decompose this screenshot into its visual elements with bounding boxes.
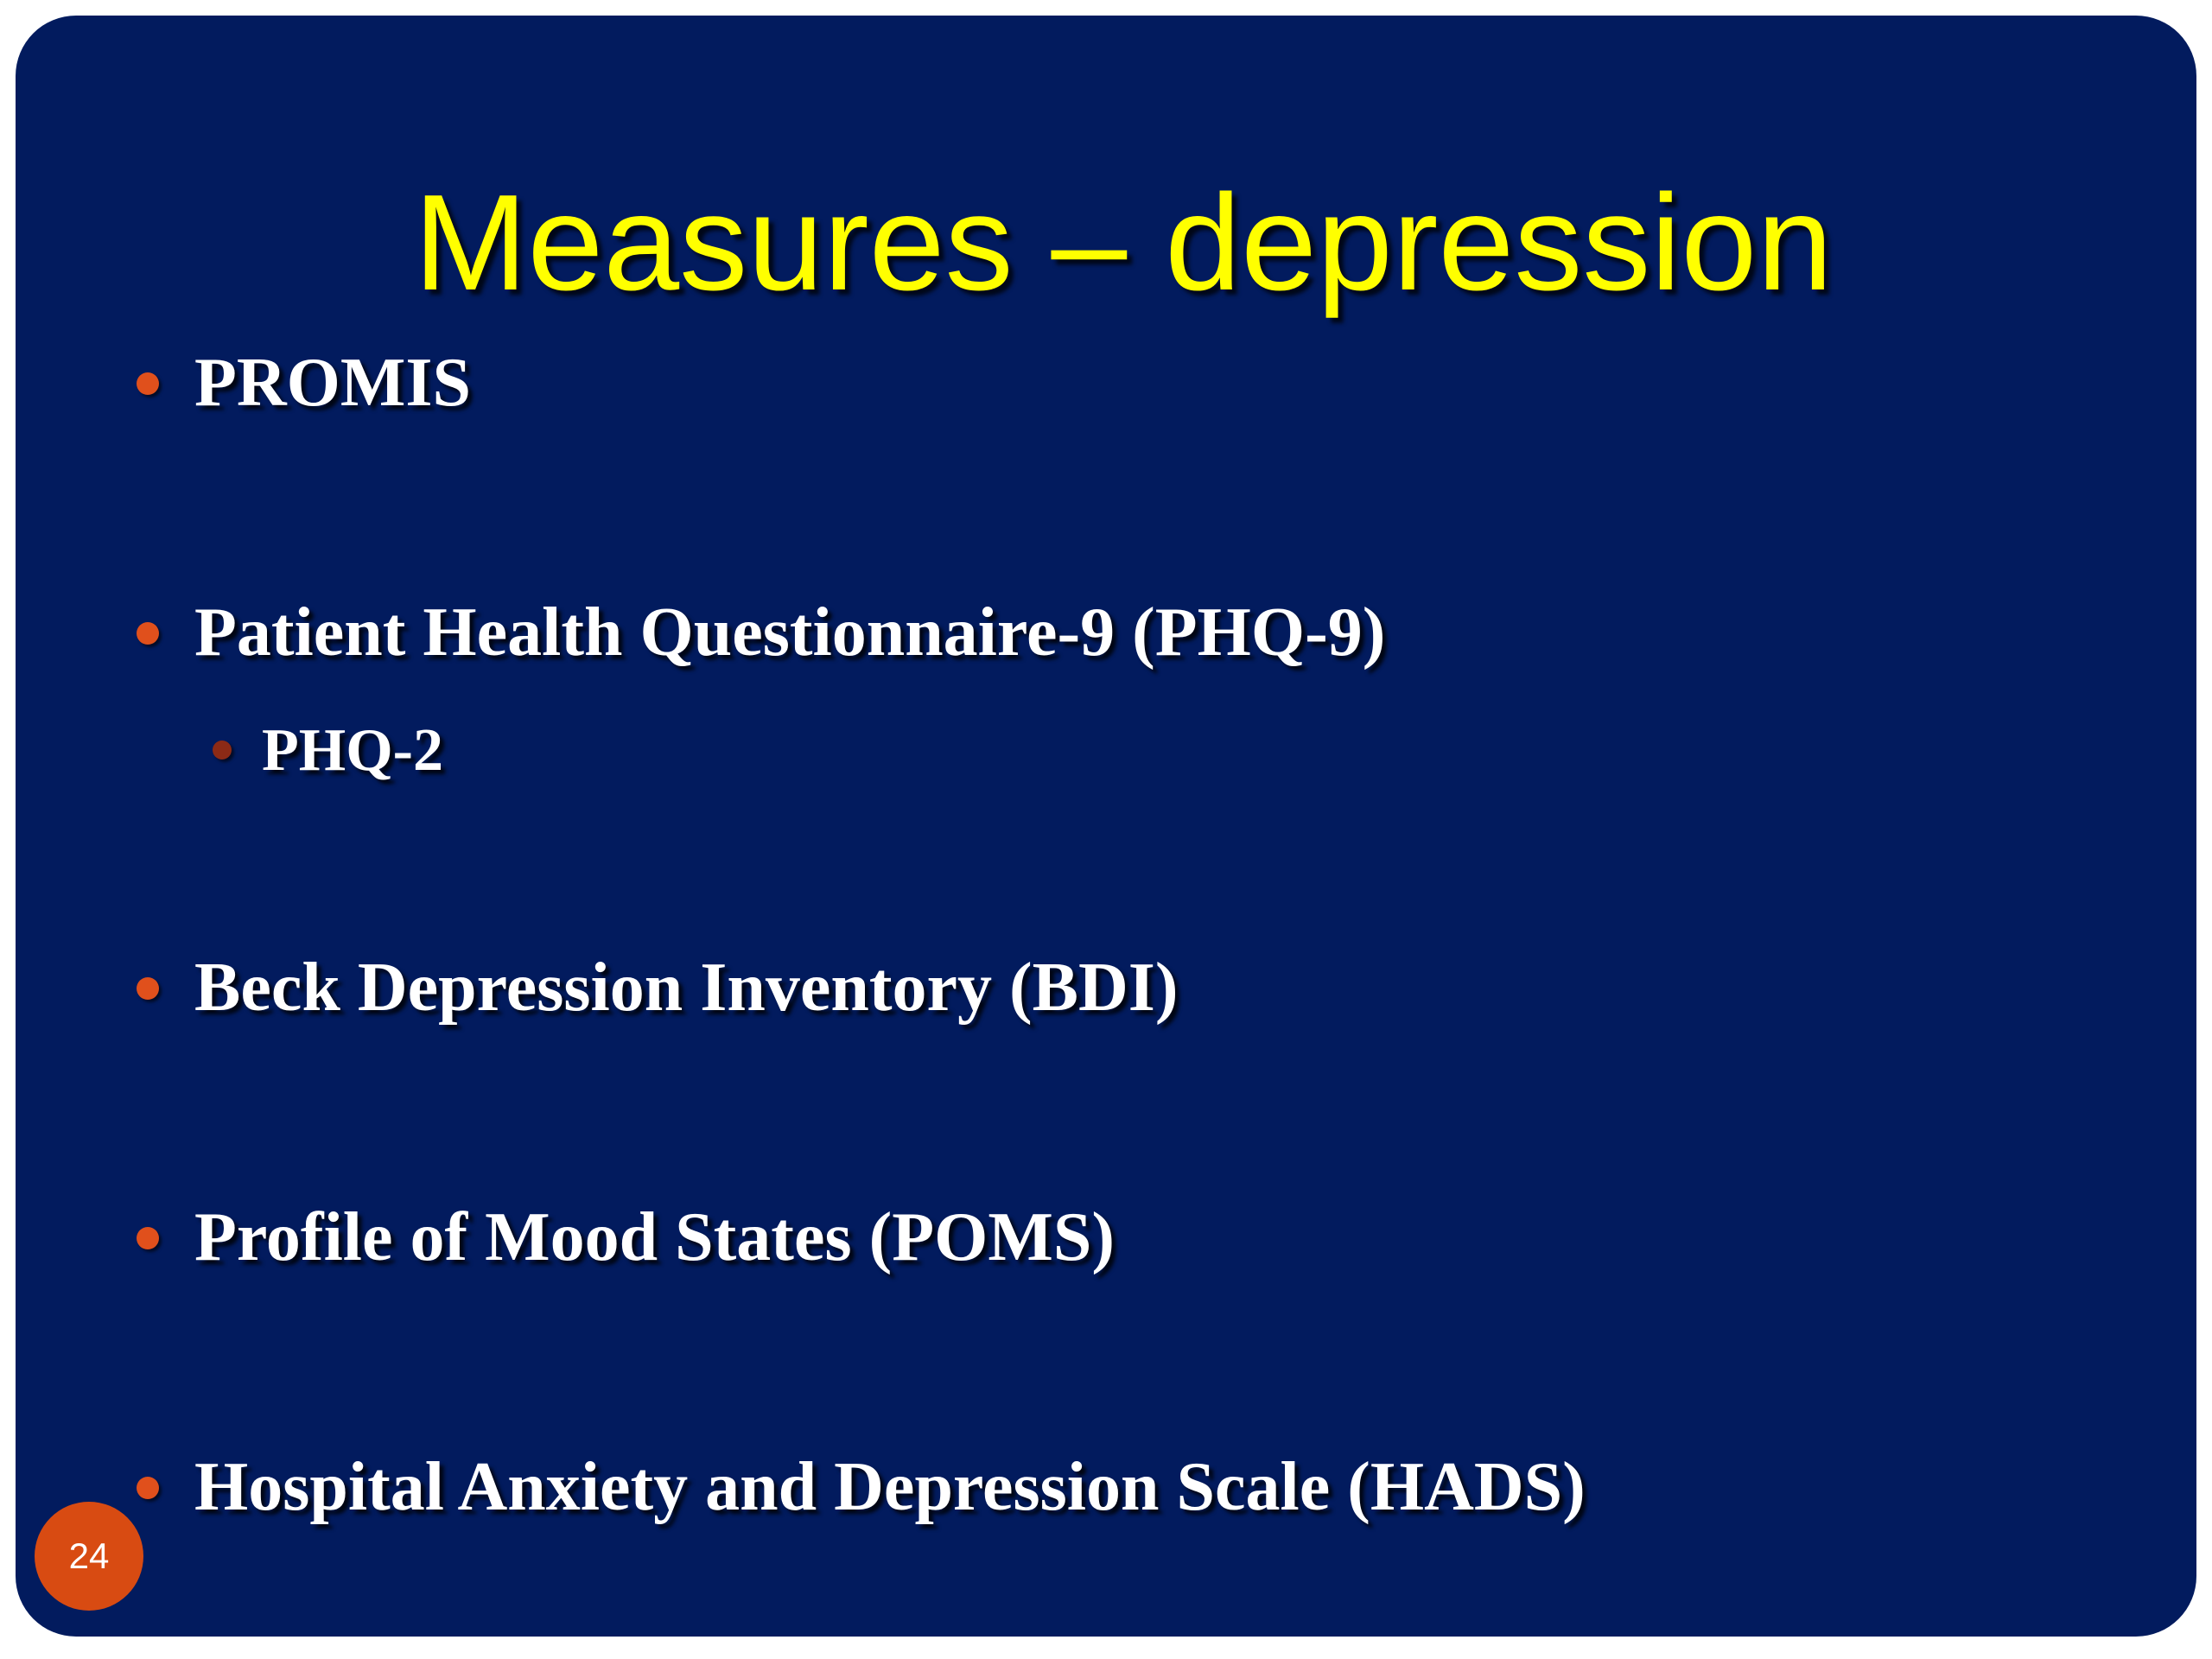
bullet-item-promis: PROMIS (194, 345, 471, 421)
bullet-icon (137, 372, 159, 395)
bullet-icon (137, 1227, 159, 1249)
bullet-icon (137, 977, 159, 1000)
page-number-badge: 24 (35, 1502, 143, 1611)
sub-bullet-icon (213, 741, 232, 760)
sub-bullet-item-phq2: PHQ-2 (262, 717, 443, 784)
bullet-icon (137, 1477, 159, 1499)
slide-title: Measures – depression (413, 167, 1834, 319)
bullet-icon (137, 622, 159, 645)
bullet-item-poms: Profile of Mood States (POMS) (194, 1199, 1115, 1275)
bullet-item-hads: Hospital Anxiety and Depression Scale (HADS) (194, 1449, 1586, 1525)
bullet-item-phq9: Patient Health Questionnaire-9 (PHQ-9) (194, 594, 1386, 671)
bullet-item-bdi: Beck Depression Inventory (BDI) (194, 950, 1179, 1026)
slide (16, 16, 2196, 1637)
